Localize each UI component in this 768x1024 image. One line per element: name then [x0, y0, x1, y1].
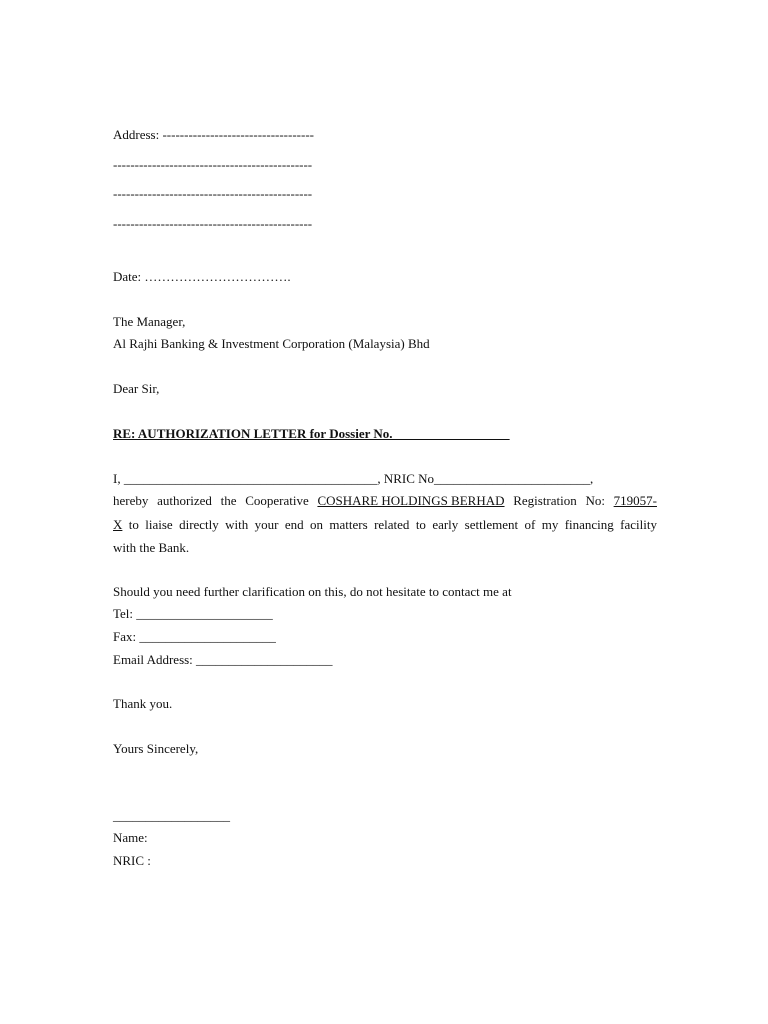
word: matters: [329, 517, 368, 532]
thanks-line: Thank you.: [113, 696, 173, 711]
address-line-1: Address: -----------------------------------: [113, 127, 314, 142]
body-paragraph-line-1: [113, 493, 657, 509]
address-line-3: ----------------------------------------------: [113, 186, 313, 201]
word: Cooperative: [245, 493, 309, 508]
address-line-4: ----------------------------------------------: [113, 216, 313, 231]
word: settlement: [464, 517, 519, 532]
address-line-2: ----------------------------------------------: [113, 157, 313, 172]
word: early: [432, 517, 459, 532]
tel-field: Tel: _____________________: [113, 606, 273, 621]
date-line: Date: …………………………….: [113, 269, 291, 284]
word: authorized: [157, 493, 212, 508]
word: No:: [585, 493, 605, 508]
word: liaise: [145, 517, 173, 532]
contact-intro: Should you need further clarification on this, do not hesitate to contact me at: [113, 584, 512, 599]
word: your: [254, 517, 279, 532]
body-paragraph-line-2: [113, 517, 657, 533]
word: the: [220, 493, 237, 508]
word: end: [284, 517, 304, 532]
word: my: [541, 517, 559, 532]
word: on: [310, 517, 324, 532]
recipient-bank: Al Rajhi Banking & Investment Corporation (Malaysia) Bhd: [113, 336, 430, 351]
word: to: [415, 517, 426, 532]
word: of: [524, 517, 536, 532]
name-field: Name:: [113, 830, 148, 845]
word: to: [128, 517, 139, 532]
signature-line: __________________: [113, 808, 230, 823]
word: facility: [620, 517, 657, 532]
word: directly: [179, 517, 219, 532]
word: with: [225, 517, 249, 532]
subject-line: RE: AUTHORIZATION LETTER for Dossier No.__________________: [113, 426, 510, 441]
word: Registration: [513, 493, 577, 508]
recipient-title: The Manager,: [113, 314, 186, 329]
word: hereby: [113, 493, 149, 508]
word: related: [374, 517, 410, 532]
registration-number: 719057-: [613, 493, 657, 508]
fax-field: Fax: _____________________: [113, 629, 276, 644]
word: financing: [564, 517, 614, 532]
nric-field: NRIC :: [113, 853, 151, 868]
body-paragraph-line-3: with the Bank.: [113, 540, 190, 555]
intro-line: I, _______________________________________, NRIC No________________________,: [113, 471, 594, 486]
closing-line: Yours Sincerely,: [113, 741, 199, 756]
company-name: COSHARE HOLDINGS BERHAD: [317, 493, 505, 508]
salutation: Dear Sir,: [113, 381, 160, 396]
email-field: Email Address: _____________________: [113, 652, 333, 667]
registration-number-suffix: X: [113, 517, 123, 532]
